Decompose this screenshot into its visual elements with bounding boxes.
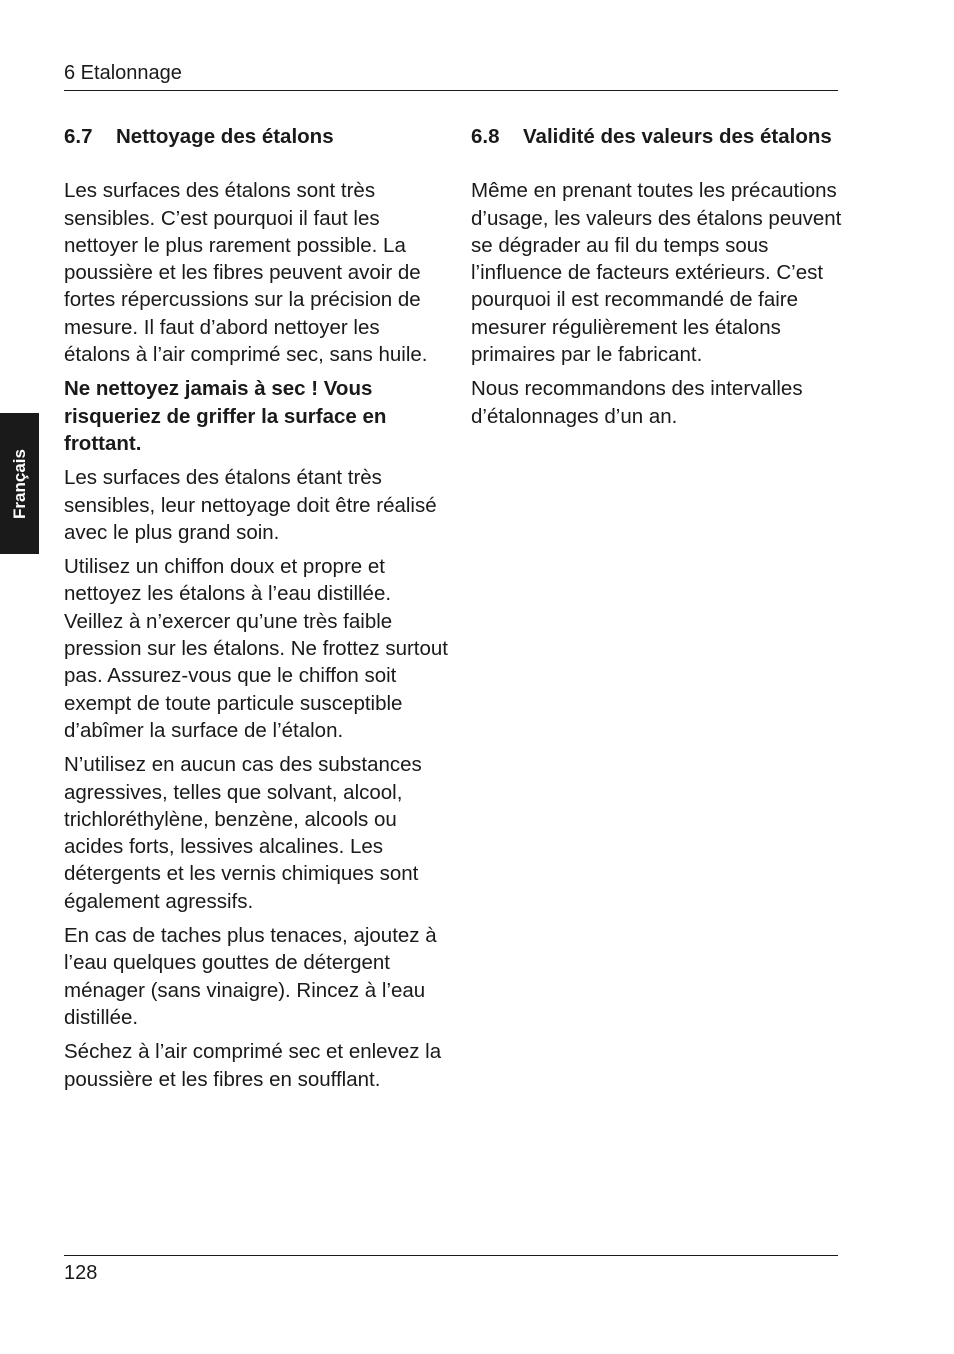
language-tab-label: Français <box>9 448 29 519</box>
footer-divider <box>64 1255 838 1256</box>
section-number: 6.8 <box>471 125 500 148</box>
left-column <box>64 123 450 1100</box>
section-title: Validité des valeurs des étalons <box>523 125 832 148</box>
section-heading-6-7 <box>64 123 450 150</box>
section-number: 6.7 <box>64 125 93 148</box>
paragraph: N’utilisez en aucun cas des substances agressives, telles que solvant, alcool, trichloréthylène, benzène, alcools ou acides forts, lessives alcalines. Les détergents et les vernis chimiques sont également agressifs. <box>64 753 422 913</box>
header-divider <box>64 90 838 91</box>
paragraph: Les surfaces des étalons sont très sensibles. C’est pourquoi il faut les nettoyer le plus rarement possible. La poussière et les fibres peuvent avoir de fortes répercussions sur la précision de mesure. Il faut d’abord nettoyer les étalons à l’air comprimé sec, sans huile. <box>64 179 428 367</box>
section-title: Nettoyage des étalons <box>116 125 334 148</box>
paragraph: Utilisez un chiffon doux et propre et nettoyez les étalons à l’eau distillée. Veillez à n’exercer qu’une très faible pression sur les étalons. Ne frottez surtout pas. Assurez-vous que le chiffon soit exempt de toute particule susceptible d’abîmer la surface de l’étalon. <box>64 555 448 742</box>
paragraph: En cas de taches plus tenaces, ajoutez à l’eau quelques gouttes de détergent ménager (sans vinaigre). Rincez à l’eau distillée. <box>64 924 437 1029</box>
paragraph: Même en prenant toutes les précautions d’usage, les valeurs des étalons peuvent se dégrader au fil du temps sous l’influence de facteurs extérieurs. C’est pourquoi il est recommandé de faire mesurer régulièrement les étalons primaires par le fabricant. <box>471 179 842 367</box>
right-column <box>471 123 856 437</box>
paragraph: Nous recommandons des intervalles d’étalonnages d’un an. <box>471 377 803 428</box>
paragraph: Séchez à l’air comprimé sec et enlevez la poussière et les fibres en soufflant. <box>64 1040 442 1091</box>
section-heading-6-8 <box>471 123 856 150</box>
language-tab <box>0 413 39 554</box>
page-number: 128 <box>64 1262 98 1284</box>
warning-paragraph: Ne nettoyez jamais à sec ! Vous risqueriez de griffer la surface en frottant. <box>64 377 387 455</box>
running-header: 6 Etalonnage <box>64 62 182 84</box>
paragraph: Les surfaces des étalons étant très sensibles, leur nettoyage doit être réalisé avec le plus grand soin. <box>64 466 437 544</box>
